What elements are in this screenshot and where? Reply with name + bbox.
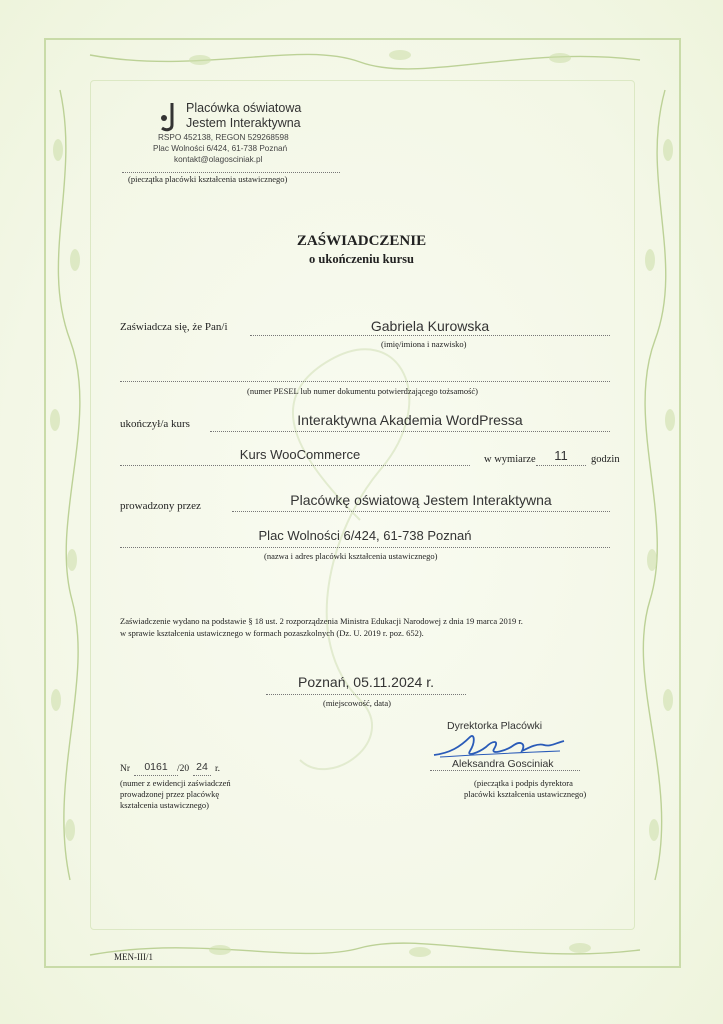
document-title: ZAŚWIADCZENIE [296, 233, 427, 249]
certify-label: Zaświadcza się, że Pan/i [120, 321, 228, 333]
register-number: 0161 [144, 761, 168, 773]
legal-basis-line2: w sprawie kształcenia ustawicznego w formach pozaszkolnych (Dz. U. 2019 r. poz. 652). [120, 628, 424, 638]
form-code: MEN-III/1 [114, 952, 153, 962]
hours-value: 11 [554, 448, 568, 463]
issuer-name-line1: Placówka oświatowa [186, 101, 302, 115]
pesel-line [120, 381, 610, 382]
hours-label: w wymiarze [484, 454, 536, 465]
register-caption-line2: prowadzonej przez placówkę [120, 789, 220, 799]
register-caption-line1: (numer z ewidencji zaświadczeń [120, 778, 231, 788]
institution-name: Placówkę oświatową Jestem Interaktywna [290, 492, 552, 508]
name-line [250, 335, 610, 336]
issuer-name-line2: Jestem Interaktywna [186, 116, 301, 130]
place-date-caption: (miejscowość, data) [323, 698, 391, 708]
register-prefix: Nr [120, 764, 131, 774]
director-signature-line [430, 770, 580, 771]
register-number-line [134, 775, 178, 776]
issuer-logo-icon [158, 101, 180, 133]
director-caption-line1: (pieczątka i podpis dyrektora [474, 778, 573, 788]
hours-line [536, 465, 586, 466]
place-date: Poznań, 05.11.2024 r. [298, 674, 434, 690]
course-subname: Kurs WooCommerce [239, 447, 361, 462]
institution-address-line [120, 547, 610, 548]
institution-address: Plac Wolności 6/424, 61-738 Poznań [258, 528, 472, 543]
issuer-registry: RSPO 452138, REGON 529268598 [158, 133, 289, 142]
place-date-line [266, 694, 466, 695]
register-caption-line3: kształcenia ustawicznego) [120, 800, 209, 810]
document-subtitle: o ukończeniu kursu [309, 252, 414, 266]
director-name: Aleksandra Gosciniak [452, 758, 554, 770]
name-caption: (imię/imiona i nazwisko) [381, 339, 467, 349]
institution-line [232, 511, 610, 512]
completed-label: ukończył/a kurs [120, 418, 190, 430]
course-sub-line [120, 465, 470, 466]
person-name: Gabriela Kurowska [370, 318, 490, 334]
register-separator: /20 [177, 764, 190, 774]
stamp-line [122, 172, 340, 173]
director-title: Dyrektorka Placówki [447, 720, 543, 732]
course-line [210, 431, 610, 432]
conducted-label: prowadzony przez [120, 500, 201, 512]
hours-unit: godzin [591, 454, 620, 465]
register-suffix: r. [215, 764, 221, 774]
course-name: Interaktywna Akademia WordPressa [297, 412, 523, 428]
issuer-email: kontakt@olagosciniak.pl [174, 155, 263, 164]
pesel-caption: (numer PESEL lub numer dokumentu potwierdzającego tożsamość) [247, 386, 479, 396]
issuer-address: Plac Wolności 6/424, 61-738 Poznań [153, 144, 288, 153]
institution-caption: (nazwa i adres placówki kształcenia ustawicznego) [264, 551, 438, 561]
director-caption-line2: placówki kształcenia ustawicznego) [464, 789, 587, 799]
register-year-line [193, 775, 211, 776]
register-year: 24 [196, 761, 208, 773]
legal-basis-line1: Zaświadczenie wydano na podstawie § 18 ust. 2 rozporządzenia Ministra Edukacji Narodowej z dnia 19 marca 2019 r. [120, 616, 523, 626]
stamp-caption: (pieczątka placówki kształcenia ustawicznego) [128, 174, 288, 184]
